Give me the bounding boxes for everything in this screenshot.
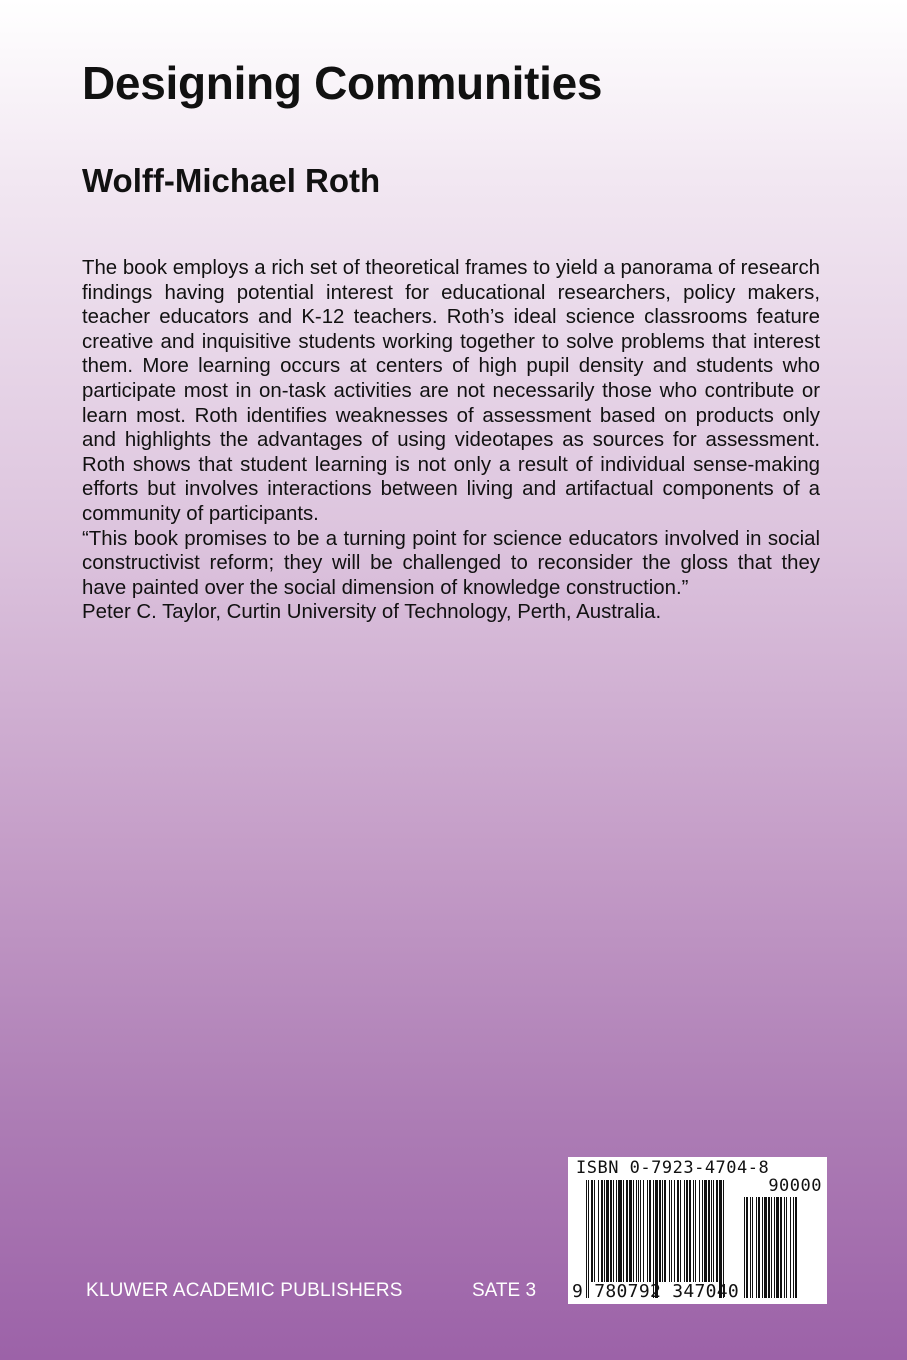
review-attribution: Peter C. Taylor, Curtin University of Technology, Perth, Australia. xyxy=(82,601,662,624)
barcode-bar xyxy=(702,1180,703,1282)
barcode-bar xyxy=(606,1180,609,1282)
barcode-bar xyxy=(647,1180,648,1282)
barcode-bar xyxy=(623,1180,624,1282)
barcode-bar xyxy=(790,1197,791,1298)
barcode-bar xyxy=(689,1180,691,1282)
barcode-bar xyxy=(618,1180,622,1282)
barcode-bar xyxy=(636,1180,637,1282)
barcode-bar xyxy=(662,1180,663,1282)
barcode-bar xyxy=(774,1197,775,1298)
barcode-bar xyxy=(693,1180,694,1282)
barcode-bar xyxy=(674,1180,675,1282)
barcode-bar xyxy=(758,1197,760,1298)
barcode-bar xyxy=(680,1180,681,1282)
barcode-bar xyxy=(780,1197,782,1298)
addon-barcode xyxy=(744,1197,822,1298)
barcode-bar xyxy=(604,1180,605,1282)
barcode-bar xyxy=(764,1197,767,1298)
barcode-bar xyxy=(711,1180,712,1282)
barcode-bar xyxy=(649,1180,651,1282)
barcode-bar xyxy=(768,1197,770,1298)
barcode-bar xyxy=(659,1180,661,1282)
barcode-bar xyxy=(713,1180,714,1282)
barcode-bar xyxy=(613,1180,614,1282)
barcode-bar xyxy=(626,1180,628,1282)
barcode-bar xyxy=(699,1180,700,1282)
barcode-bar xyxy=(640,1180,641,1282)
barcode-bar xyxy=(671,1180,672,1282)
barcode-bar xyxy=(771,1197,772,1298)
barcode-bar xyxy=(750,1197,751,1298)
series-label: SATE 3 xyxy=(472,1280,537,1301)
barcode-bar xyxy=(594,1180,595,1282)
barcode-bar xyxy=(638,1180,639,1282)
book-description: The book employs a rich set of theoretical frames to yield a panorama of research findings having potential interest for educational researchers, policy makers, teacher educators and K-12 teachers. Roth’s ideal science classrooms feature creative and inquisitive students working together to solve problems that interest them. More learning occurs at centers of high pupil density and students who participate most in on-task activities are not necessarily those who contribute or learn most. Roth identifies weaknesses of assessment based on products only and highlights the advantages of using videotapes as sources for assessment. Roth shows that student learning is not only a result of individual sense-making efforts but involves interactions between living and artifactual components of a community of participants. xyxy=(82,257,820,525)
barcode-bar xyxy=(786,1197,787,1298)
isbn-number: ISBN 0-7923-4704-8 xyxy=(576,1158,770,1178)
barcode-bar xyxy=(776,1197,779,1298)
barcode-bar xyxy=(629,1180,632,1282)
barcode-bar xyxy=(664,1180,666,1282)
barcode-bar xyxy=(686,1180,688,1282)
barcode-bar xyxy=(762,1197,763,1298)
barcode-bar xyxy=(704,1180,707,1282)
barcode-panel xyxy=(568,1157,827,1304)
ean-digits: 9 780792 347040 xyxy=(572,1281,740,1302)
barcode-bar xyxy=(784,1197,785,1298)
book-description-block xyxy=(82,256,820,625)
barcode-bar xyxy=(746,1197,748,1298)
barcode-bar xyxy=(598,1180,599,1282)
barcode-bar xyxy=(591,1180,593,1282)
barcode-bar xyxy=(756,1197,757,1298)
publisher-name: KLUWER ACADEMIC PUBLISHERS xyxy=(86,1280,403,1301)
barcode-bar xyxy=(793,1197,794,1298)
review-quote: “This book promises to be a turning point for science educators involved in social constructivist reform; they will be challenged to reconsider the gloss that they have painted over the social dimension of knowledge construction.” xyxy=(82,527,820,599)
barcode-bar xyxy=(744,1197,745,1298)
barcode-bar xyxy=(669,1180,670,1282)
barcode-bar xyxy=(752,1197,753,1298)
price-code: 90000 xyxy=(768,1176,822,1196)
barcode-bar xyxy=(684,1180,685,1282)
barcode-bar xyxy=(716,1180,718,1282)
barcode-bar xyxy=(601,1180,603,1282)
barcode-bar xyxy=(677,1180,679,1282)
barcode-bar xyxy=(616,1180,617,1282)
book-author: Wolff-Michael Roth xyxy=(82,162,381,199)
book-title: Designing Communities xyxy=(82,57,603,109)
barcode-bar xyxy=(610,1180,612,1282)
barcode-bar xyxy=(708,1180,710,1282)
barcode-bar xyxy=(633,1180,634,1282)
barcode-bar xyxy=(695,1180,696,1282)
barcode-bar xyxy=(643,1180,644,1282)
barcode-bar xyxy=(795,1197,797,1298)
